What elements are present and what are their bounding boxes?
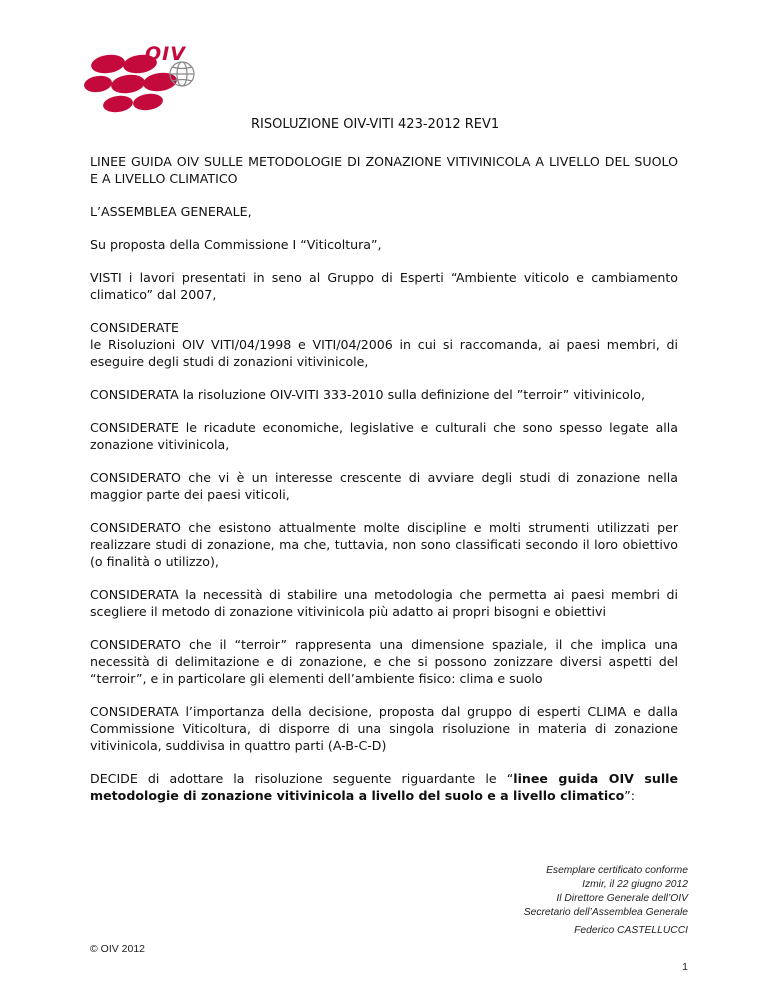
- document-body: [90, 153, 678, 820]
- signer-name: Federico CASTELLUCCI: [574, 925, 688, 936]
- oiv-logo-text: OIV: [145, 43, 186, 65]
- considerato-interesse-paragraph: CONSIDERATO che vi è un interesse crescente di avviare degli studi di zonazione nella maggior parte dei paesi viticoli,: [90, 470, 678, 502]
- page-number: 1: [682, 961, 688, 973]
- considerato-discipline-paragraph: CONSIDERATO che esistono attualmente molte discipline e molti strumenti utilizzati per realizzare studi di zonazione, ma che, tuttavia, non sono classificati secondo il loro obiettivo (o finalità o utilizzo),: [90, 520, 678, 569]
- cert-line-4: Secretario dell’Assemblea Generale: [523, 907, 688, 918]
- certification-block: [524, 864, 688, 920]
- cert-line-3: Il Direttore Generale dell’OIV: [556, 893, 688, 904]
- visti-paragraph: VISTI i lavori presentati in seno al Gruppo di Esperti “Ambiente viticolo e cambiamento climatico” dal 2007,: [90, 270, 678, 302]
- proposal-paragraph: Su proposta della Commissione I “Viticoltura”,: [90, 237, 382, 252]
- considerate-ricadute-paragraph: CONSIDERATE le ricadute economiche, legislative e culturali che sono spesso legate alla zonazione vitivinicola,: [90, 420, 678, 452]
- decide-prefix: DECIDE di adottare la risoluzione seguente riguardante le “: [90, 771, 514, 786]
- guidelines-heading: LINEE GUIDA OIV SULLE METODOLOGIE DI ZONAZIONE VITIVINICOLA A LIVELLO DEL SUOLO E A LIVELLO CLIMATICO: [90, 154, 678, 186]
- copyright: © OIV 2012: [90, 943, 146, 955]
- considerata-importanza-paragraph: CONSIDERATA l’importanza della decisione, proposta dal gruppo di esperti CLIMA e dalla Commissione Viticoltura, di disporre di una singola risoluzione in materia di zonazione vitivinicola, suddivisa in quattro parti (A-B-C-D): [90, 704, 678, 753]
- considerate-paragraph: [90, 319, 678, 370]
- cert-line-1: Esemplare certificato conforme: [546, 865, 688, 876]
- considerate-body: le Risoluzioni OIV VITI/04/1998 e VITI/04/2006 in cui si raccomanda, ai paesi membri, di eseguire degli studi di zonazioni vitivinicole,: [90, 337, 678, 369]
- considerate-heading: CONSIDERATE: [90, 320, 180, 335]
- considerata-terroir-paragraph: CONSIDERATA la risoluzione OIV-VITI 333-2010 sulla definizione del ”terroir” vitivinicolo,: [90, 387, 645, 402]
- cert-line-2: Izmir, il 22 giugno 2012: [582, 879, 688, 890]
- decide-bold-text: linee guida OIV sulle metodologie di zonazione vitivinicola a livello del suolo e a livello climatico: [90, 771, 679, 803]
- decide-paragraph: [90, 770, 678, 804]
- decide-suffix: ”:: [624, 788, 636, 803]
- considerato-terroir-paragraph: CONSIDERATO che il “terroir” rappresenta una dimensione spaziale, il che implica una necessità di delimitazione e di zonazione, e che si possono zonizzare diversi aspetti del “terroir”, e in particolare gli elementi dell’ambiente fisico: clima e suolo: [90, 637, 678, 686]
- resolution-title: RISOLUZIONE OIV-VITI 423-2012 REV1: [251, 117, 500, 132]
- considerata-necessita-paragraph: CONSIDERATA la necessità di stabilire una metodologia che permetta ai paesi membri di scegliere il metodo di zonazione vitivinicola più adatto ai propri bisogni e obiettivi: [90, 587, 678, 619]
- assembly-heading: L’ASSEMBLEA GENERALE,: [90, 204, 252, 219]
